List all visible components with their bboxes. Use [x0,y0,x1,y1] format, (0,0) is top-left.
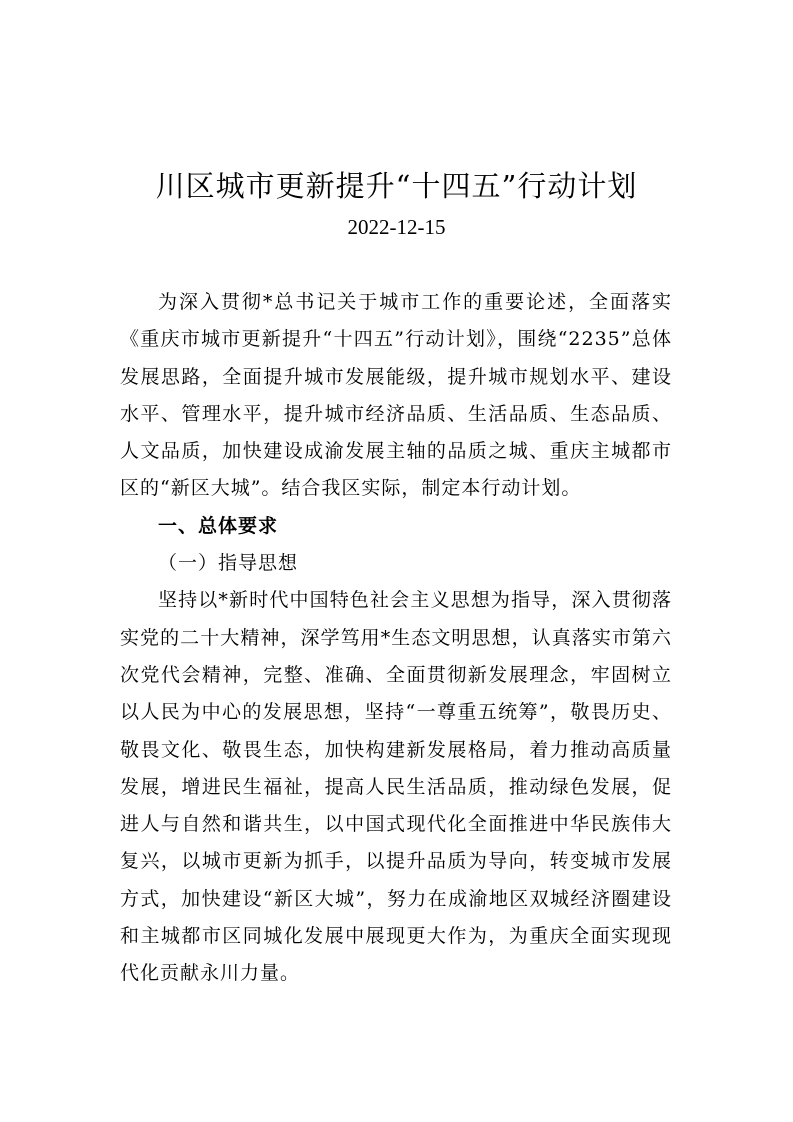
section-heading-overall-requirements: 一、总体要求 [158,514,279,537]
document-body [120,284,672,993]
intro-paragraph: 为深入贯彻*总书记关于城市工作的重要论述，全面落实《重庆市城市更新提升“十四五”行动计划》，围绕“2235”总体发展思路，全面提升城市发展能级，提升城市规划水平、建设水平、管理水平，提升城市经济品质、生活品质、生态品质、人文品质，加快建设成渝发展主轴的品质之城、重庆主城都市区的“新区大城”。结合我区实际，制定本行动计划。 [120,291,672,500]
document-date: 2022-12-15 [347,215,446,239]
document-title: 川区城市更新提升“十四五”行动计划 [155,169,638,203]
subsection-heading-guiding-ideology: （一）指导思想 [158,552,299,575]
guiding-ideology-paragraph: 坚持以*新时代中国特色社会主义思想为指导，深入贯彻落实党的二十大精神，深学笃用*生态文明思想，认真落实市第六次党代会精神，完整、准确、全面贯彻新发展理念，牢固树立以人民为中心的发展思想，坚持“一尊重五统筹”，敬畏历史、敬畏文化、敬畏生态，加快构建新发展格局，着力推动高质量发展，增进民生福祉，提高人民生活品质，推动绿色发展，促进人与自然和谐共生，以中国式现代化全面推进中华民族伟大复兴，以城市更新为抓手，以提升品质为导向，转变城市发展方式，加快建设“新区大城”，努力在成渝地区双城经济圈建设和主城都市区同城化发展中展现更大作为，为重庆全面实现现代化贡献永川力量。 [120,589,672,985]
